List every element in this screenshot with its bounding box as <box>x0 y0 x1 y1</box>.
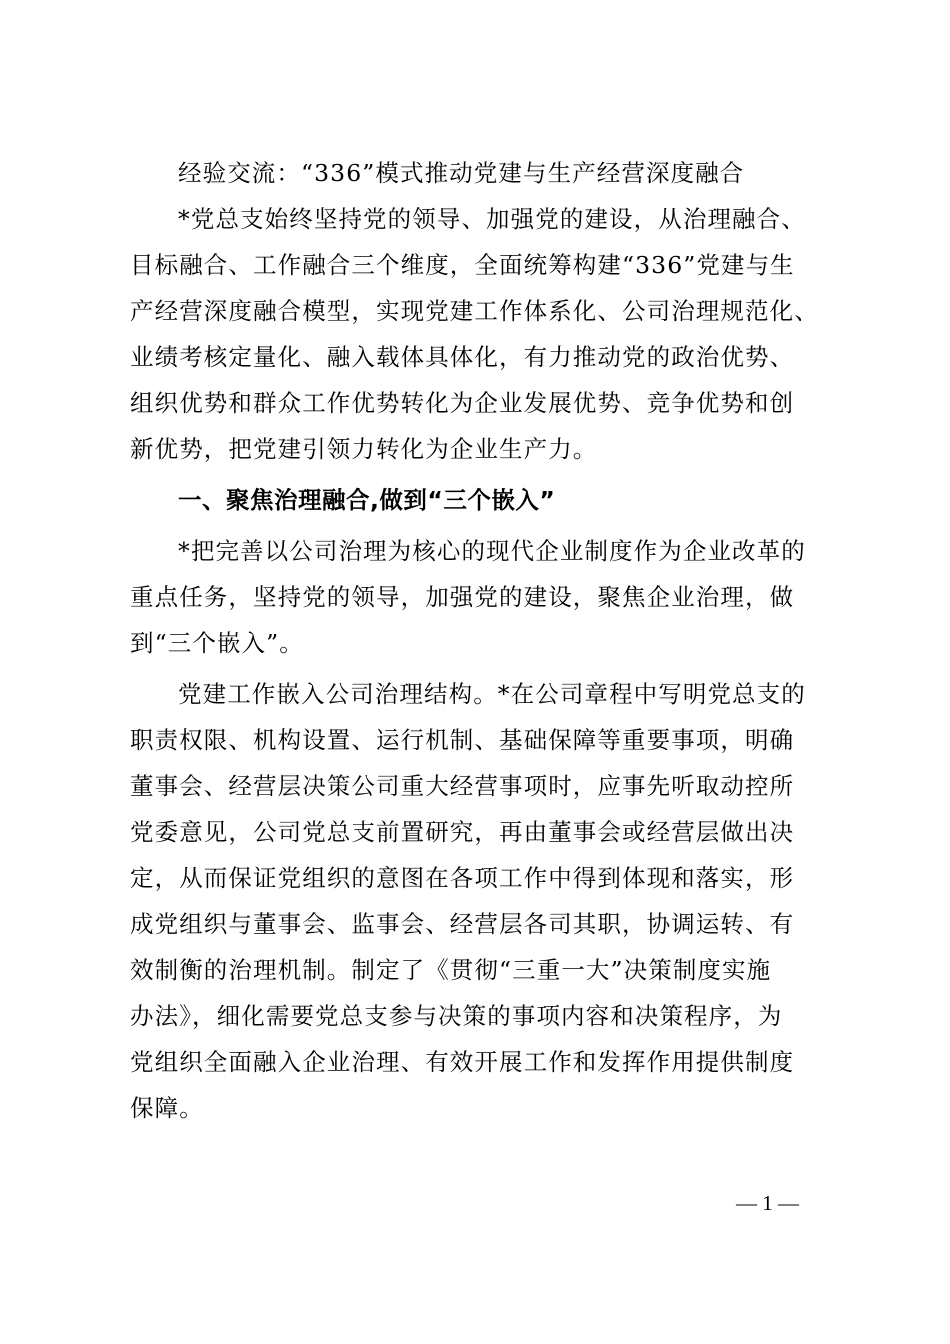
paragraph-line: 董事会、经营层决策公司重大经营事项时，应事先听取动控所 <box>130 772 795 800</box>
section-paragraph-2 <box>130 671 832 1131</box>
paragraph-line: 党委意见，公司党总支前置研究，再由董事会或经营层做出决 <box>130 818 795 846</box>
paragraph-line: 定，从而保证党组织的意图在各项工作中得到体现和落实，形 <box>130 864 795 892</box>
paragraph-line: 党建工作嵌入公司治理结构。*在公司章程中写明党总支的 <box>178 680 806 708</box>
paragraph-line: 保障。 <box>130 1094 204 1122</box>
paragraph-line: *党总支始终坚持党的领导、加强党的建设，从治理融合、 <box>178 205 806 233</box>
paragraph-line: 重点任务，坚持党的领导，加强党的建设，聚焦企业治理，做 <box>130 583 795 611</box>
paragraph-line: 到“三个嵌入”。 <box>130 629 304 657</box>
page-number: — 1 — <box>736 1191 799 1215</box>
paragraph-line: 组织优势和群众工作优势转化为企业发展优势、竞争优势和创 <box>130 389 795 417</box>
section-paragraph-1 <box>130 528 832 666</box>
paragraph-line: 新优势，把党建引领力转化为企业生产力。 <box>130 435 598 463</box>
paragraph-line: *把完善以公司治理为核心的现代企业制度作为企业改革的 <box>178 537 806 565</box>
paragraph-line: 办法》，细化需要党总支参与决策的事项内容和决策程序，为 <box>130 1002 783 1030</box>
paragraph-line: 党组织全面融入企业治理、有效开展工作和发挥作用提供制度 <box>130 1048 795 1076</box>
document-body <box>130 150 832 1131</box>
intro-paragraph <box>130 196 832 472</box>
paragraph-line: 职责权限、机构设置、运行机制、基础保障等重要事项，明确 <box>130 726 795 754</box>
paragraph-line: 成党组织与董事会、监事会、经营层各司其职，协调运转、有 <box>130 910 795 938</box>
paragraph-line: 目标融合、工作融合三个维度，全面统筹构建“336”党建与生 <box>130 251 795 279</box>
document-title: 经验交流：“336”模式推动党建与生产经营深度融合 <box>178 159 745 187</box>
paragraph-line: 产经营深度融合模型，实现党建工作体系化、公司治理规范化、 <box>130 297 819 325</box>
section-heading: 一、聚焦治理融合,做到“三个嵌入” <box>178 486 556 514</box>
paragraph-line: 效制衡的治理机制。制定了《贯彻“三重一大”决策制度实施 <box>130 956 772 984</box>
paragraph-line: 业绩考核定量化、融入载体具体化，有力推动党的政治优势、 <box>130 343 795 371</box>
